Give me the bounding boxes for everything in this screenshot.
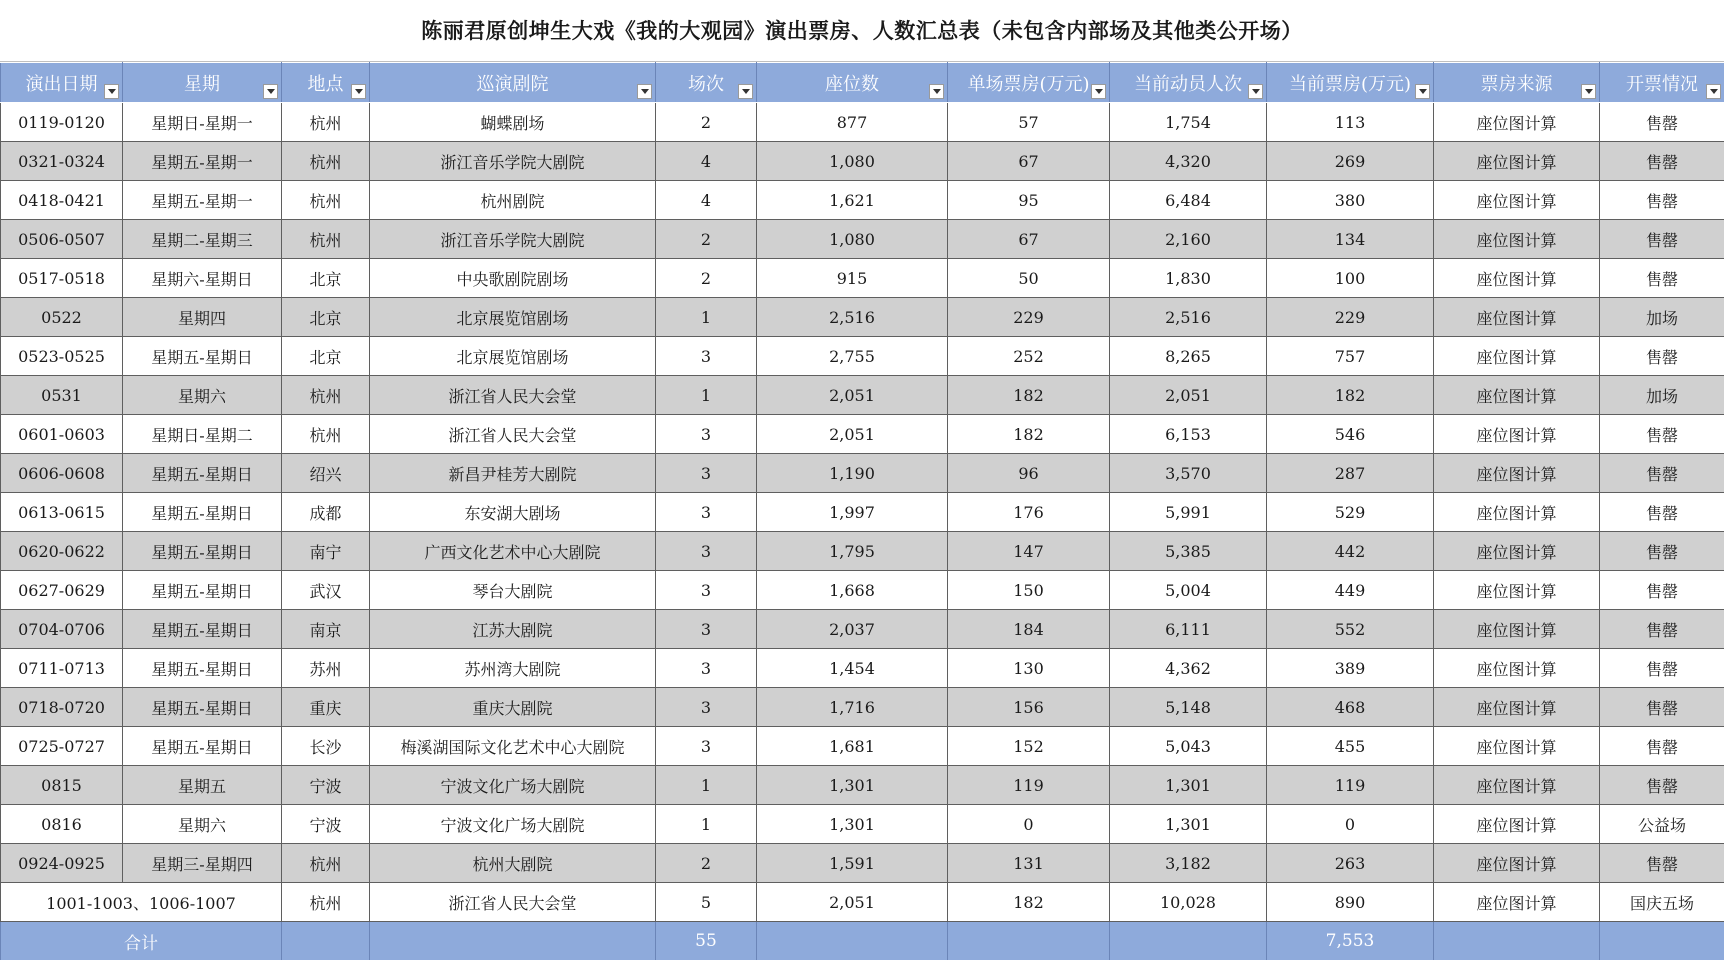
table-cell[interactable]: 0321-0324: [1, 142, 123, 181]
table-cell[interactable]: 江苏大剧院: [370, 610, 656, 649]
table-cell[interactable]: 5: [656, 883, 757, 922]
table-cell[interactable]: 座位图计算: [1434, 844, 1600, 883]
table-cell[interactable]: 2: [656, 103, 757, 142]
table-cell[interactable]: 加场: [1600, 298, 1724, 337]
table-cell[interactable]: 57: [948, 103, 1110, 142]
table-cell[interactable]: 0711-0713: [1, 649, 123, 688]
total-cell-empty[interactable]: [1434, 922, 1600, 961]
table-cell[interactable]: 0613-0615: [1, 493, 123, 532]
table-cell[interactable]: 152: [948, 727, 1110, 766]
table-cell[interactable]: 0601-0603: [1, 415, 123, 454]
table-cell[interactable]: 星期五-星期日: [123, 337, 282, 376]
table-cell[interactable]: 星期五-星期日: [123, 727, 282, 766]
table-cell[interactable]: 杭州: [282, 376, 370, 415]
table-cell[interactable]: 3,182: [1110, 844, 1267, 883]
table-cell[interactable]: 3: [656, 337, 757, 376]
table-cell[interactable]: 售罄: [1600, 181, 1724, 220]
table-cell[interactable]: 0725-0727: [1, 727, 123, 766]
table-cell[interactable]: 1,621: [757, 181, 948, 220]
table-cell[interactable]: 1,681: [757, 727, 948, 766]
table-cell[interactable]: 售罄: [1600, 571, 1724, 610]
table-cell[interactable]: 890: [1267, 883, 1434, 922]
table-cell[interactable]: 1: [656, 298, 757, 337]
total-sessions[interactable]: 55: [656, 922, 757, 961]
table-cell[interactable]: 229: [948, 298, 1110, 337]
table-cell[interactable]: 星期六: [123, 376, 282, 415]
table-cell[interactable]: 星期五-星期日: [123, 532, 282, 571]
table-cell[interactable]: 3,570: [1110, 454, 1267, 493]
column-header[interactable]: [1, 63, 123, 103]
table-cell[interactable]: 552: [1267, 610, 1434, 649]
table-cell[interactable]: 67: [948, 142, 1110, 181]
table-cell[interactable]: 3: [656, 688, 757, 727]
table-cell[interactable]: 重庆大剧院: [370, 688, 656, 727]
table-cell[interactable]: 蝴蝶剧场: [370, 103, 656, 142]
table-cell[interactable]: 1,080: [757, 142, 948, 181]
table-cell[interactable]: 10,028: [1110, 883, 1267, 922]
table-cell[interactable]: 新昌尹桂芳大剧院: [370, 454, 656, 493]
table-cell[interactable]: 座位图计算: [1434, 220, 1600, 259]
table-cell[interactable]: 长沙: [282, 727, 370, 766]
table-cell[interactable]: 3: [656, 532, 757, 571]
table-cell[interactable]: 座位图计算: [1434, 727, 1600, 766]
table-row: [1, 493, 1724, 532]
filter-dropdown-icon[interactable]: [104, 84, 119, 99]
table-cell[interactable]: 2: [656, 844, 757, 883]
table-cell[interactable]: 263: [1267, 844, 1434, 883]
table-cell[interactable]: 0924-0925: [1, 844, 123, 883]
table-cell[interactable]: 星期四: [123, 298, 282, 337]
table-cell[interactable]: 苏州湾大剧院: [370, 649, 656, 688]
column-header-label: 场次: [688, 74, 724, 95]
table-cell[interactable]: 座位图计算: [1434, 181, 1600, 220]
table-cell[interactable]: 2,051: [1110, 376, 1267, 415]
table-cell[interactable]: 442: [1267, 532, 1434, 571]
table-cell[interactable]: 2,051: [757, 376, 948, 415]
table-cell[interactable]: 售罄: [1600, 766, 1724, 805]
table-cell[interactable]: 杭州大剧院: [370, 844, 656, 883]
table-row: [1, 844, 1724, 883]
table-cell[interactable]: 131: [948, 844, 1110, 883]
table-cell[interactable]: 182: [948, 415, 1110, 454]
table-cell[interactable]: 915: [757, 259, 948, 298]
table-cell[interactable]: 0620-0622: [1, 532, 123, 571]
table-cell[interactable]: 389: [1267, 649, 1434, 688]
table-cell[interactable]: 5,385: [1110, 532, 1267, 571]
table-cell[interactable]: 3: [656, 610, 757, 649]
table-row: [1, 883, 1724, 922]
table-cell[interactable]: 星期五-星期日: [123, 688, 282, 727]
table-cell[interactable]: 5,004: [1110, 571, 1267, 610]
table-cell[interactable]: 8,265: [1110, 337, 1267, 376]
table-cell[interactable]: 浙江省人民大会堂: [370, 415, 656, 454]
table-row: [1, 571, 1724, 610]
total-box-office[interactable]: 7,553: [1267, 922, 1434, 961]
table-cell[interactable]: 176: [948, 493, 1110, 532]
table-cell[interactable]: 星期二-星期三: [123, 220, 282, 259]
table-cell[interactable]: 座位图计算: [1434, 259, 1600, 298]
table-body: [1, 103, 1724, 922]
table-cell[interactable]: 0627-0629: [1, 571, 123, 610]
table-cell[interactable]: 1,997: [757, 493, 948, 532]
column-header[interactable]: [757, 63, 948, 103]
table-cell[interactable]: 1,301: [1110, 766, 1267, 805]
column-header[interactable]: [1434, 63, 1600, 103]
column-header[interactable]: [1110, 63, 1267, 103]
table-row: [1, 610, 1724, 649]
table-cell[interactable]: 星期六: [123, 805, 282, 844]
table-cell[interactable]: 5,043: [1110, 727, 1267, 766]
filter-dropdown-icon[interactable]: [637, 84, 652, 99]
table-cell[interactable]: 加场: [1600, 376, 1724, 415]
table-cell[interactable]: 4,320: [1110, 142, 1267, 181]
table-cell[interactable]: 1,301: [757, 766, 948, 805]
table-cell[interactable]: 0522: [1, 298, 123, 337]
table-cell[interactable]: 1,190: [757, 454, 948, 493]
table-row: [1, 259, 1724, 298]
table-cell[interactable]: 100: [1267, 259, 1434, 298]
table-cell[interactable]: 546: [1267, 415, 1434, 454]
table-cell[interactable]: 杭州: [282, 883, 370, 922]
table-cell[interactable]: 130: [948, 649, 1110, 688]
table-cell[interactable]: 公益场: [1600, 805, 1724, 844]
table-cell[interactable]: 重庆: [282, 688, 370, 727]
filter-dropdown-icon[interactable]: [738, 84, 753, 99]
table-cell[interactable]: 1: [656, 805, 757, 844]
table-cell[interactable]: 售罄: [1600, 532, 1724, 571]
table-row: [1, 766, 1724, 805]
table-cell[interactable]: 售罄: [1600, 142, 1724, 181]
table-cell[interactable]: 杭州: [282, 181, 370, 220]
table-cell[interactable]: 1,301: [1110, 805, 1267, 844]
table-row: [1, 649, 1724, 688]
table-row: [1, 376, 1724, 415]
table-cell[interactable]: 浙江音乐学院大剧院: [370, 142, 656, 181]
table-cell[interactable]: 3: [656, 454, 757, 493]
total-row: [1, 922, 1724, 961]
table-cell[interactable]: 星期三-星期四: [123, 844, 282, 883]
table-cell[interactable]: 0517-0518: [1, 259, 123, 298]
table-cell[interactable]: 星期五-星期日: [123, 454, 282, 493]
table-cell[interactable]: 3: [656, 415, 757, 454]
table-cell[interactable]: 宁波文化广场大剧院: [370, 805, 656, 844]
table-cell[interactable]: 星期五: [123, 766, 282, 805]
column-header-label: 当前动员人次: [1134, 74, 1242, 95]
table-cell[interactable]: 琴台大剧院: [370, 571, 656, 610]
table-cell[interactable]: 售罄: [1600, 103, 1724, 142]
table-cell[interactable]: 中央歌剧院剧场: [370, 259, 656, 298]
table-cell[interactable]: 座位图计算: [1434, 103, 1600, 142]
table-cell[interactable]: 0: [1267, 805, 1434, 844]
table-cell[interactable]: 售罄: [1600, 259, 1724, 298]
table-cell[interactable]: 1,591: [757, 844, 948, 883]
column-header-label: 地点: [308, 74, 344, 95]
table-cell[interactable]: 星期五-星期日: [123, 493, 282, 532]
table-cell[interactable]: 2,755: [757, 337, 948, 376]
table-cell[interactable]: 0119-0120: [1, 103, 123, 142]
table-cell[interactable]: 售罄: [1600, 493, 1724, 532]
column-header-label: 当前票房(万元): [1289, 74, 1411, 95]
summary-table: [0, 62, 1724, 961]
table-cell[interactable]: 1,830: [1110, 259, 1267, 298]
table-cell[interactable]: 1,080: [757, 220, 948, 259]
table-title: 陈丽君原创坤生大戏《我的大观园》演出票房、人数汇总表（未包含内部场及其他类公开场）: [0, 0, 1724, 62]
table-cell[interactable]: 757: [1267, 337, 1434, 376]
column-header-label: 单场票房(万元): [967, 74, 1089, 95]
table-cell[interactable]: 东安湖大剧场: [370, 493, 656, 532]
table-cell[interactable]: 售罄: [1600, 844, 1724, 883]
table-cell[interactable]: 2: [656, 259, 757, 298]
table-cell[interactable]: 5,148: [1110, 688, 1267, 727]
table-row: [1, 142, 1724, 181]
table-cell[interactable]: 287: [1267, 454, 1434, 493]
table-cell[interactable]: 星期五-星期日: [123, 610, 282, 649]
table-cell[interactable]: 星期五-星期日: [123, 649, 282, 688]
column-header-label: 演出日期: [26, 74, 98, 95]
table-cell[interactable]: 成都: [282, 493, 370, 532]
table-cell[interactable]: 95: [948, 181, 1110, 220]
table-cell[interactable]: 2,516: [1110, 298, 1267, 337]
table-cell[interactable]: 3: [656, 571, 757, 610]
table-cell[interactable]: 浙江音乐学院大剧院: [370, 220, 656, 259]
column-header[interactable]: [948, 63, 1110, 103]
table-cell[interactable]: 座位图计算: [1434, 883, 1600, 922]
table-cell[interactable]: 北京展览馆剧场: [370, 337, 656, 376]
table-cell[interactable]: 座位图计算: [1434, 142, 1600, 181]
table-cell[interactable]: 4: [656, 181, 757, 220]
table-cell[interactable]: 星期日-星期一: [123, 103, 282, 142]
table-cell[interactable]: 售罄: [1600, 337, 1724, 376]
table-cell[interactable]: 座位图计算: [1434, 493, 1600, 532]
table-cell[interactable]: 0815: [1, 766, 123, 805]
table-cell[interactable]: 杭州: [282, 415, 370, 454]
table-cell[interactable]: 113: [1267, 103, 1434, 142]
table-cell[interactable]: 2,051: [757, 883, 948, 922]
table-cell[interactable]: 苏州: [282, 649, 370, 688]
table-cell[interactable]: 252: [948, 337, 1110, 376]
table-cell[interactable]: 武汉: [282, 571, 370, 610]
table-cell[interactable]: 南宁: [282, 532, 370, 571]
table-row: [1, 727, 1724, 766]
table-cell[interactable]: 宁波: [282, 805, 370, 844]
table-cell[interactable]: 1,668: [757, 571, 948, 610]
table-cell[interactable]: 1,795: [757, 532, 948, 571]
table-cell[interactable]: 2,037: [757, 610, 948, 649]
table-cell[interactable]: 134: [1267, 220, 1434, 259]
table-cell[interactable]: 座位图计算: [1434, 454, 1600, 493]
table-cell[interactable]: 宁波: [282, 766, 370, 805]
table-cell[interactable]: 468: [1267, 688, 1434, 727]
table-cell[interactable]: 0704-0706: [1, 610, 123, 649]
table-cell[interactable]: 6,484: [1110, 181, 1267, 220]
table-cell[interactable]: 0: [948, 805, 1110, 844]
table-row: [1, 532, 1724, 571]
table-cell[interactable]: 浙江省人民大会堂: [370, 883, 656, 922]
table-cell[interactable]: 售罄: [1600, 688, 1724, 727]
table-cell[interactable]: 座位图计算: [1434, 376, 1600, 415]
table-row: [1, 298, 1724, 337]
table-cell[interactable]: 3: [656, 727, 757, 766]
table-cell[interactable]: 座位图计算: [1434, 298, 1600, 337]
table-cell[interactable]: 119: [948, 766, 1110, 805]
table-row: [1, 220, 1724, 259]
table-cell[interactable]: 0506-0507: [1, 220, 123, 259]
table-cell[interactable]: 2,160: [1110, 220, 1267, 259]
table-cell[interactable]: 星期六-星期日: [123, 259, 282, 298]
column-header-label: 票房来源: [1481, 74, 1553, 95]
table-cell[interactable]: 座位图计算: [1434, 766, 1600, 805]
table-row: [1, 454, 1724, 493]
table-row: [1, 415, 1724, 454]
table-cell[interactable]: 座位图计算: [1434, 337, 1600, 376]
filter-dropdown-icon[interactable]: [351, 84, 366, 99]
table-cell[interactable]: 1: [656, 376, 757, 415]
table-cell[interactable]: 北京展览馆剧场: [370, 298, 656, 337]
table-cell[interactable]: 1,301: [757, 805, 948, 844]
table-cell[interactable]: 杭州: [282, 142, 370, 181]
table-cell[interactable]: 浙江省人民大会堂: [370, 376, 656, 415]
table-cell[interactable]: 2: [656, 220, 757, 259]
table-cell[interactable]: 售罄: [1600, 454, 1724, 493]
table-cell[interactable]: 星期五-星期一: [123, 181, 282, 220]
table-cell[interactable]: 877: [757, 103, 948, 142]
table-cell[interactable]: 182: [1267, 376, 1434, 415]
total-label[interactable]: 合计: [1, 922, 282, 961]
table-cell[interactable]: 50: [948, 259, 1110, 298]
table-cell[interactable]: 96: [948, 454, 1110, 493]
table-row: [1, 337, 1724, 376]
table-cell[interactable]: 杭州剧院: [370, 181, 656, 220]
table-cell[interactable]: 梅溪湖国际文化艺术中心大剧院: [370, 727, 656, 766]
table-cell[interactable]: 广西文化艺术中心大剧院: [370, 532, 656, 571]
table-cell[interactable]: 182: [948, 376, 1110, 415]
table-cell[interactable]: 星期日-星期二: [123, 415, 282, 454]
table-cell[interactable]: 0418-0421: [1, 181, 123, 220]
column-header-label: 星期: [184, 74, 220, 95]
table-cell[interactable]: 宁波文化广场大剧院: [370, 766, 656, 805]
filter-dropdown-icon[interactable]: [1248, 84, 1263, 99]
table-cell[interactable]: 449: [1267, 571, 1434, 610]
filter-dropdown-icon[interactable]: [263, 84, 278, 99]
filter-dropdown-icon[interactable]: [1581, 84, 1596, 99]
column-header[interactable]: [656, 63, 757, 103]
table-cell[interactable]: 绍兴: [282, 454, 370, 493]
table-cell[interactable]: 座位图计算: [1434, 688, 1600, 727]
header-row: [1, 63, 1724, 103]
table-cell[interactable]: 杭州: [282, 103, 370, 142]
column-header[interactable]: [1600, 63, 1724, 103]
column-header-label: 巡演剧院: [477, 74, 549, 95]
table-cell[interactable]: 1,454: [757, 649, 948, 688]
table-cell[interactable]: 座位图计算: [1434, 532, 1600, 571]
filter-dropdown-icon[interactable]: [1415, 84, 1430, 99]
table-row: [1, 181, 1724, 220]
table-row: [1, 805, 1724, 844]
column-header[interactable]: [282, 63, 370, 103]
table-cell[interactable]: 座位图计算: [1434, 610, 1600, 649]
table-cell[interactable]: 售罄: [1600, 220, 1724, 259]
table-cell[interactable]: 5,991: [1110, 493, 1267, 532]
table-cell[interactable]: 147: [948, 532, 1110, 571]
table-cell[interactable]: 229: [1267, 298, 1434, 337]
table-cell[interactable]: 4: [656, 142, 757, 181]
table-cell[interactable]: 529: [1267, 493, 1434, 532]
table-cell[interactable]: 0816: [1, 805, 123, 844]
table-cell[interactable]: 国庆五场: [1600, 883, 1724, 922]
total-cell-empty[interactable]: [757, 922, 948, 961]
column-header-label: 开票情况: [1626, 74, 1698, 95]
table-cell[interactable]: 南京: [282, 610, 370, 649]
table-cell[interactable]: 北京: [282, 298, 370, 337]
table-cell[interactable]: 售罄: [1600, 649, 1724, 688]
table-cell[interactable]: 座位图计算: [1434, 415, 1600, 454]
table-cell[interactable]: 0606-0608: [1, 454, 123, 493]
total-cell-empty[interactable]: [1110, 922, 1267, 961]
table-cell[interactable]: 2,516: [757, 298, 948, 337]
table-cell[interactable]: 座位图计算: [1434, 649, 1600, 688]
table-cell[interactable]: 2,051: [757, 415, 948, 454]
table-cell[interactable]: 3: [656, 649, 757, 688]
table-cell[interactable]: 150: [948, 571, 1110, 610]
table-cell[interactable]: 北京: [282, 259, 370, 298]
column-header[interactable]: [123, 63, 282, 103]
table-cell[interactable]: 1001-1003、1006-1007: [1, 883, 282, 922]
table-cell[interactable]: 269: [1267, 142, 1434, 181]
table-cell[interactable]: 455: [1267, 727, 1434, 766]
table-cell[interactable]: 4,362: [1110, 649, 1267, 688]
table-cell[interactable]: 座位图计算: [1434, 805, 1600, 844]
table-row: [1, 103, 1724, 142]
table-cell[interactable]: 座位图计算: [1434, 571, 1600, 610]
table-cell[interactable]: 售罄: [1600, 727, 1724, 766]
table-cell[interactable]: 1: [656, 766, 757, 805]
table-cell[interactable]: 119: [1267, 766, 1434, 805]
table-cell[interactable]: 杭州: [282, 844, 370, 883]
filter-dropdown-icon[interactable]: [1091, 84, 1106, 99]
column-header-label: 座位数: [825, 74, 879, 95]
table-cell[interactable]: 182: [948, 883, 1110, 922]
table-cell[interactable]: 380: [1267, 181, 1434, 220]
table-cell[interactable]: 6,111: [1110, 610, 1267, 649]
total-cell-empty[interactable]: [948, 922, 1110, 961]
column-header[interactable]: [370, 63, 656, 103]
table-cell[interactable]: 3: [656, 493, 757, 532]
table-cell[interactable]: 184: [948, 610, 1110, 649]
table-cell[interactable]: 星期五-星期日: [123, 571, 282, 610]
table-cell[interactable]: 0523-0525: [1, 337, 123, 376]
column-header[interactable]: [1267, 63, 1434, 103]
table-cell[interactable]: 1,716: [757, 688, 948, 727]
table-cell[interactable]: 156: [948, 688, 1110, 727]
table-cell[interactable]: 0531: [1, 376, 123, 415]
table-cell[interactable]: 杭州: [282, 220, 370, 259]
filter-dropdown-icon[interactable]: [1706, 84, 1721, 99]
table-row: [1, 688, 1724, 727]
table-cell[interactable]: 星期五-星期一: [123, 142, 282, 181]
table-cell[interactable]: 1,754: [1110, 103, 1267, 142]
table-cell[interactable]: 北京: [282, 337, 370, 376]
total-cell-empty[interactable]: [370, 922, 656, 961]
table-cell[interactable]: 售罄: [1600, 415, 1724, 454]
total-cell-empty[interactable]: [282, 922, 370, 961]
total-cell-empty[interactable]: [1600, 922, 1724, 961]
table-cell[interactable]: 0718-0720: [1, 688, 123, 727]
table-cell[interactable]: 67: [948, 220, 1110, 259]
table-cell[interactable]: 售罄: [1600, 610, 1724, 649]
filter-dropdown-icon[interactable]: [929, 84, 944, 99]
table-cell[interactable]: 6,153: [1110, 415, 1267, 454]
